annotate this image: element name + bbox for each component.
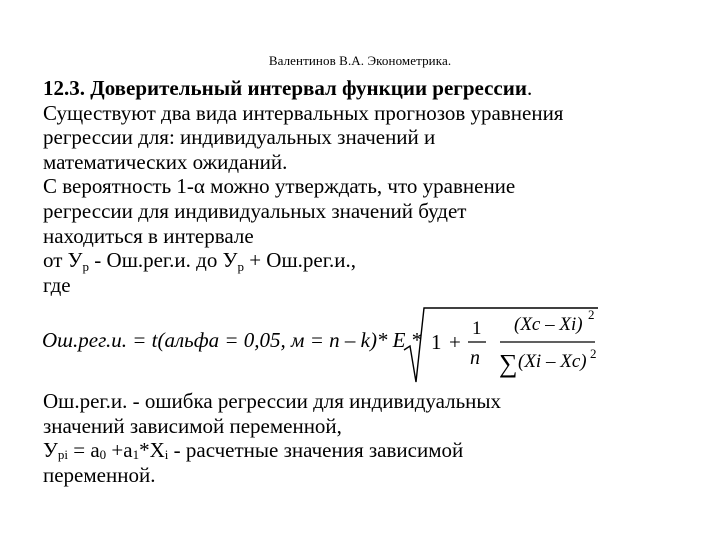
alpha-symbol: α <box>193 174 205 199</box>
text-fragment: У <box>43 438 58 463</box>
text-fragment: от У <box>43 248 83 273</box>
subscript: рi <box>57 447 68 463</box>
section-title: 12.3. Доверительный интервал функции регрессии <box>43 76 527 100</box>
text-fragment: +a <box>106 438 133 463</box>
formula-sqrt-expression <box>402 306 602 386</box>
subscript: 1 <box>132 447 140 463</box>
text-fragment: С вероятность 1- <box>43 174 194 199</box>
frac1-numerator: 1 <box>472 318 482 339</box>
frac2-numerator-exponent: 2 <box>588 307 595 322</box>
text-fragment: можно утверждать, что уравнение <box>204 174 516 199</box>
text-line: Ош.рег.и. - ошибка регрессии для индивидуальных <box>43 389 502 413</box>
subscript: р <box>237 259 244 275</box>
formula-one: 1 <box>431 330 442 354</box>
subscript: i <box>164 447 169 463</box>
text-line: регрессии для индивидуальных значений будет <box>43 198 467 223</box>
sigma-symbol: ∑ <box>499 349 518 378</box>
text-fragment: = a <box>68 438 100 463</box>
formula <box>42 306 602 386</box>
text-fragment: - Ош.рег.и. до У <box>89 248 238 273</box>
subscript: 0 <box>99 447 107 463</box>
text-line: математических ожиданий. <box>43 149 288 174</box>
text-line <box>43 248 703 273</box>
text-line: значений зависимой переменной, <box>43 413 342 438</box>
frac2-denominator-exponent: 2 <box>590 346 597 361</box>
frac1-denominator: n <box>470 347 480 369</box>
definition-text <box>43 389 703 487</box>
text-line: где <box>43 272 71 297</box>
section-title-end: . <box>526 76 533 100</box>
text-line: Существуют два вида интервальных прогнозов уравнения <box>43 100 564 125</box>
main-text <box>43 76 703 297</box>
text-fragment: + Ош.рег.и., <box>243 248 356 273</box>
header-author-title: Валентинов В.А. Эконометрика. <box>268 53 452 68</box>
text-fragment: - расчетные значения зависимой <box>168 438 464 463</box>
text-line <box>43 438 703 463</box>
section-title-line <box>43 76 703 101</box>
text-line: находиться в интервале <box>43 223 254 248</box>
frac2-numerator: (Xc – Xi) <box>514 314 583 335</box>
text-line: регрессии для: индивидуальных значений и <box>43 125 436 150</box>
formula-lhs: Ош.рег.и. = t(альфа = 0,05, м = n – k)* E * <box>42 328 422 352</box>
frac2-denominator: (Xi – Xc) <box>518 351 587 372</box>
text-line <box>43 174 703 199</box>
text-fragment: *X <box>139 438 165 463</box>
text-line: переменной. <box>43 462 156 487</box>
subscript: р <box>82 259 90 275</box>
formula-plus: + <box>449 330 461 354</box>
